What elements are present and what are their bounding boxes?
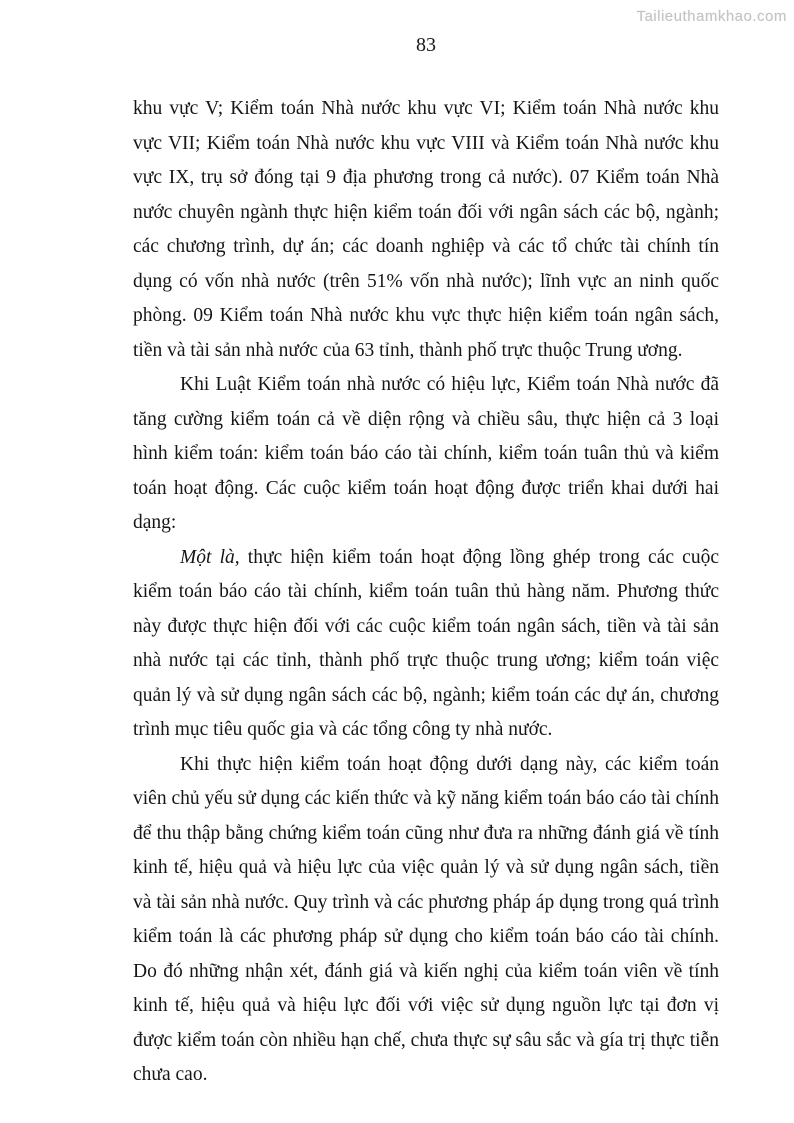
watermark-text: Tailieuthamkhao.com — [636, 8, 787, 25]
document-body — [133, 92, 719, 1093]
paragraph — [133, 368, 719, 541]
paragraph — [133, 92, 719, 368]
paragraph-text: Khi thực hiện kiểm toán hoạt động dưới dạng này, các kiểm toán viên chủ yếu sử dụng các kiến thức và kỹ năng kiểm toán báo cáo tài chính để thu thập bằng chứng kiểm toán cũng như đưa ra những đánh giá về tính kinh tế, hiệu quả và hiệu lực của việc quản lý và sử dụng ngân sách, tiền và tài sản nhà nước. Quy trình và các phương pháp áp dụng trong quá trình kiểm toán là các phương pháp sử dụng cho kiểm toán báo cáo tài chính. Do đó những nhận xét, đánh giá và kiến nghị của kiểm toán viên về tính kinh tế, hiệu quả và hiệu lực đối với việc sử dụng nguồn lực tại đơn vị được kiểm toán còn nhiều hạn chế, chưa thực sự sâu sắc và gía trị thực tiễn chưa cao. — [133, 753, 719, 1085]
paragraph — [133, 541, 719, 748]
paragraph-text: thực hiện kiểm toán hoạt động lồng ghép trong các cuộc kiểm toán báo cáo tài chính, kiểm toán tuân thủ hàng năm. Phương thức này được thực hiện đối với các cuộc kiểm toán ngân sách, tiền và tài sản nhà nước tại các tỉnh, thành phố trực thuộc trung ương; kiểm toán việc quản lý và sử dụng ngân sách các bộ, ngành; kiểm toán các dự án, chương trình mục tiêu quốc gia và các tổng công ty nhà nước. — [133, 546, 719, 740]
paragraph-lead-italic: Một là, — [180, 546, 240, 568]
paragraph — [133, 748, 719, 1093]
paragraph-text: khu vực V; Kiểm toán Nhà nước khu vực VI; Kiểm toán Nhà nước khu vực VII; Kiểm toán Nhà nước khu vực VIII và Kiểm toán Nhà nước khu vực IX, trụ sở đóng tại 9 địa phương trong cả nước). 07 Kiểm toán Nhà nước chuyên ngành thực hiện kiểm toán đối với ngân sách các bộ, ngành; các chương trình, dự án; các doanh nghiệp và các tổ chức tài chính tín dụng có vốn nhà nước (trên 51% vốn nhà nước); lĩnh vực an ninh quốc phòng. 09 Kiểm toán Nhà nước khu vực thực hiện kiểm toán ngân sách, tiền và tài sản nhà nước của 63 tỉnh, thành phố trực thuộc Trung ương. — [133, 98, 719, 361]
paragraph-text: Khi Luật Kiểm toán nhà nước có hiệu lực, Kiểm toán Nhà nước đã tăng cường kiểm toán cả về diện rộng và chiều sâu, thực hiện cả 3 loại hình kiểm toán: kiểm toán báo cáo tài chính, kiểm toán tuân thủ và kiểm toán hoạt động. Các cuộc kiểm toán hoạt động được triển khai dưới hai dạng: — [133, 374, 719, 533]
page-number: 83 — [416, 34, 436, 56]
